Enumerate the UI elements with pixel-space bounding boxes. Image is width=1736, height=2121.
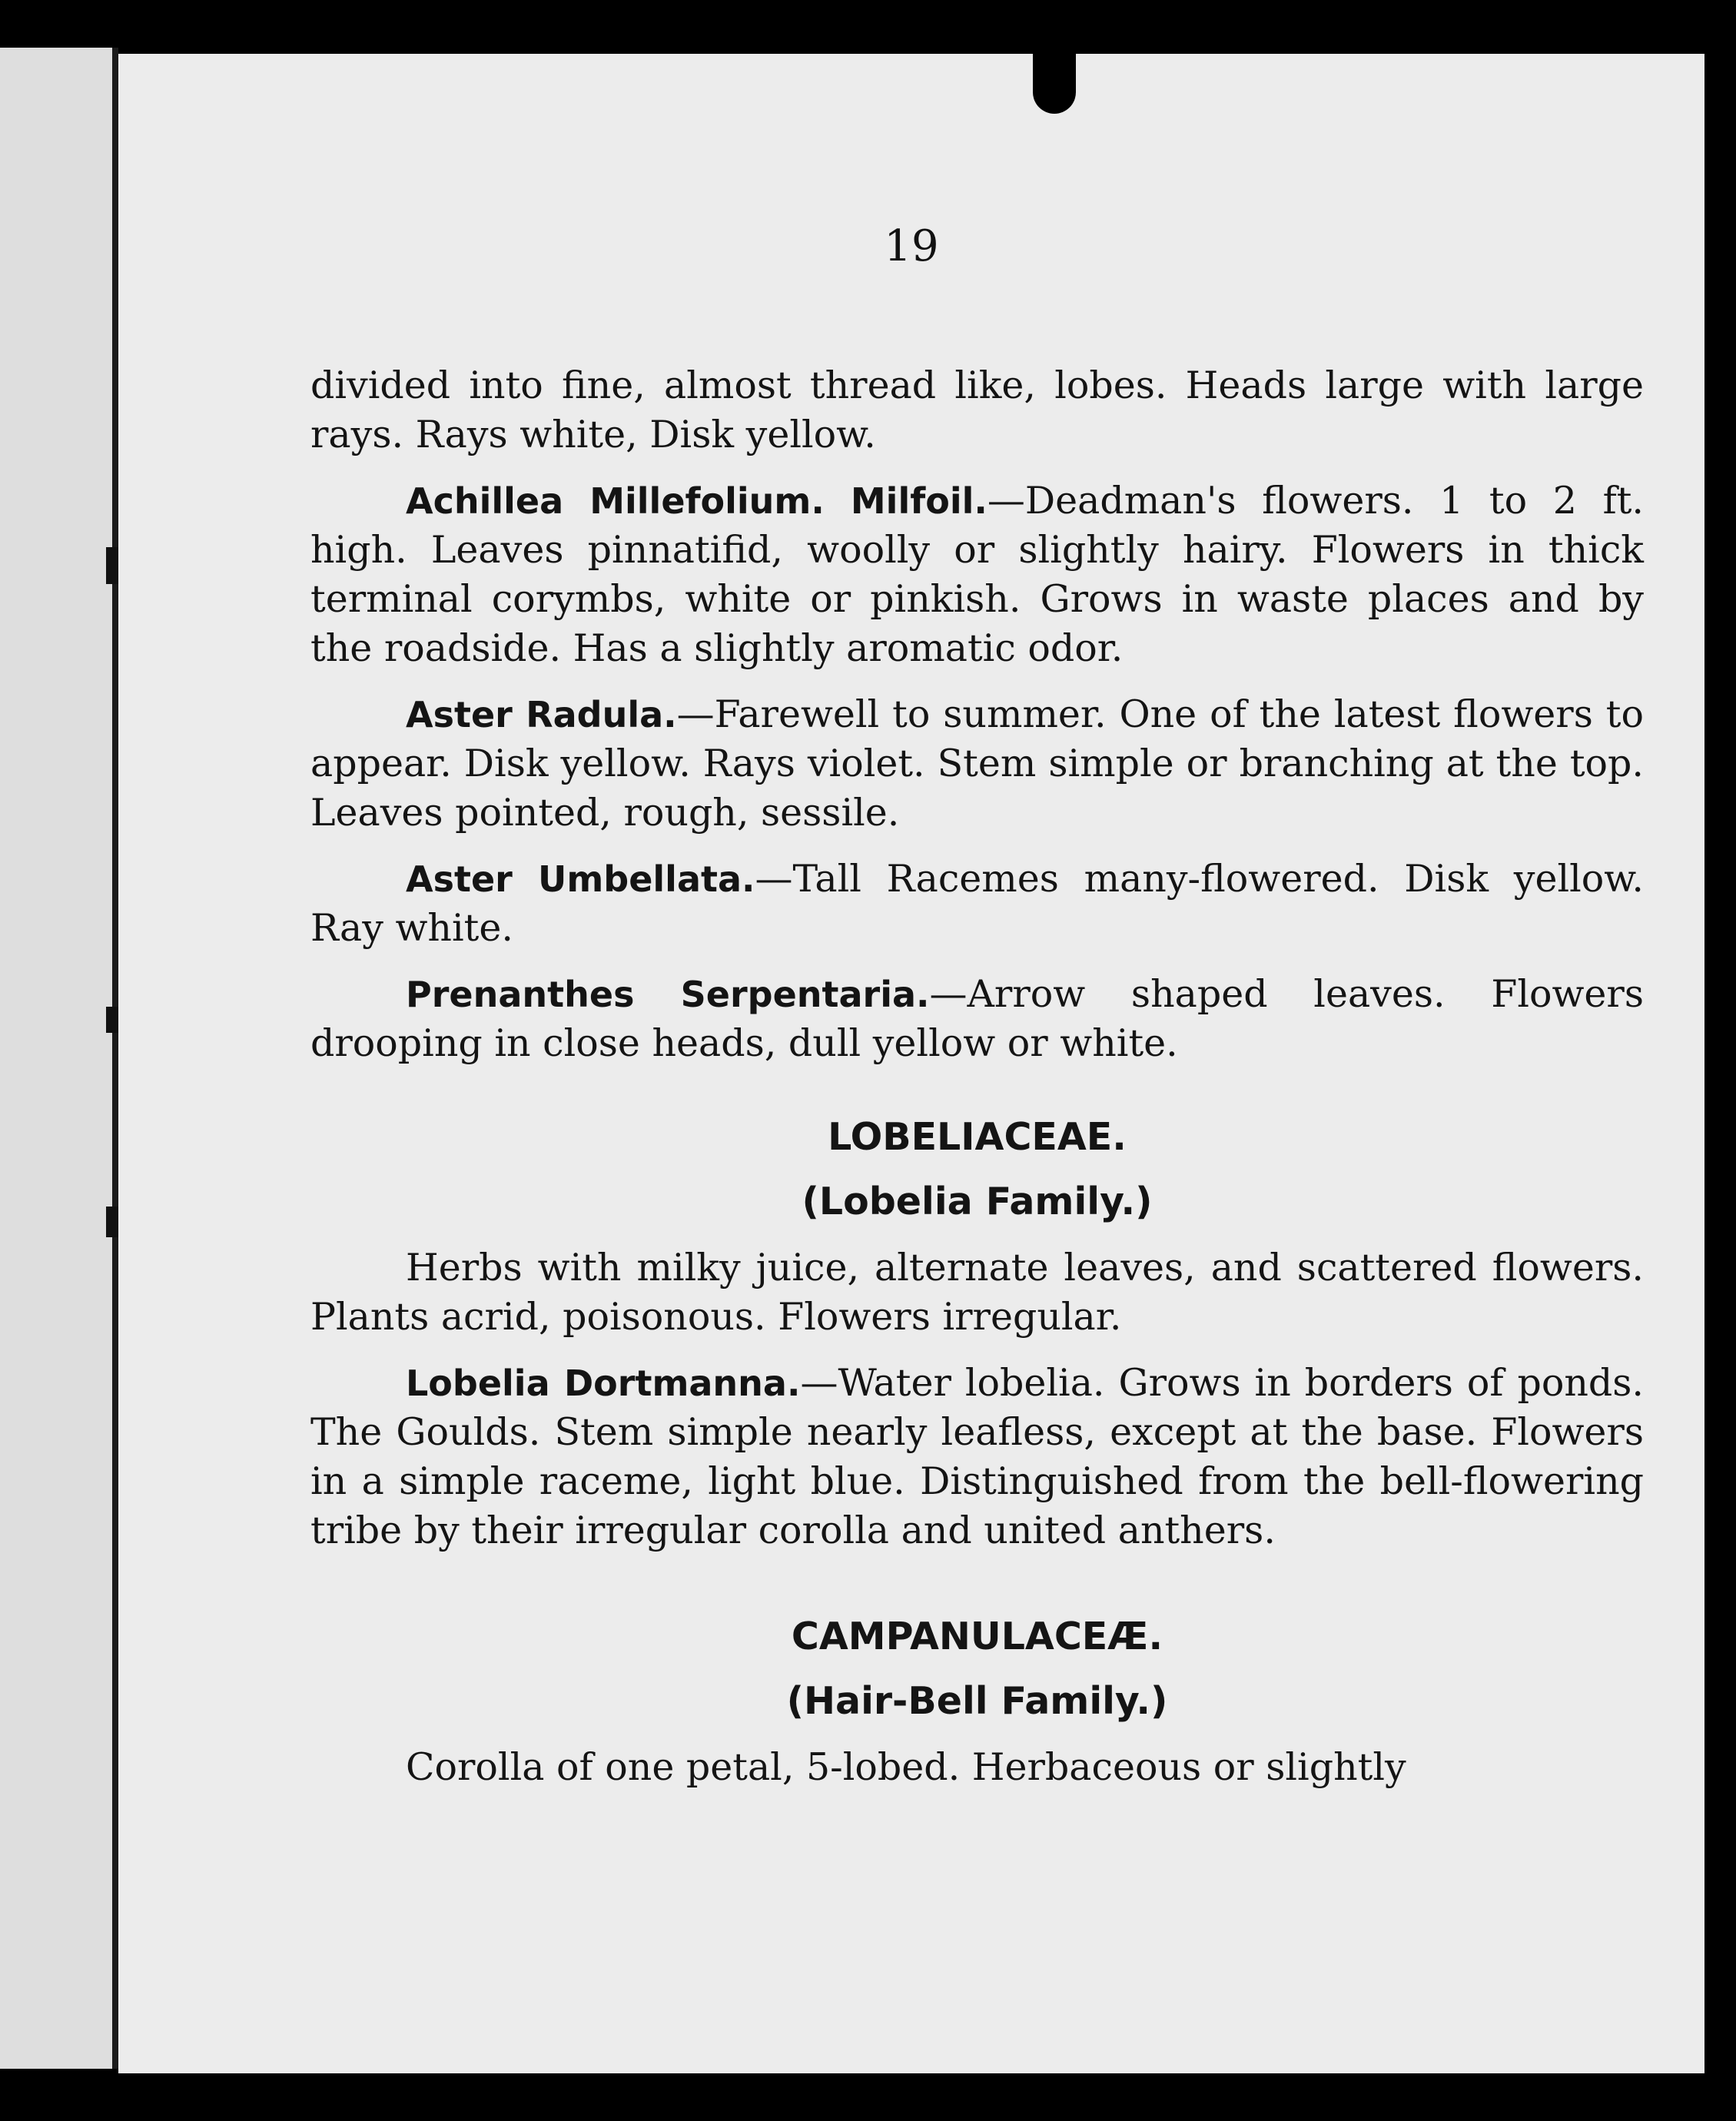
entry-title: Aster Radula. (406, 694, 677, 735)
entry-lobelia-dortmanna (310, 1359, 1644, 1555)
paragraph-continuation (310, 361, 1644, 460)
page-gutter (112, 48, 118, 2069)
family-common-name: (Lobelia Family.) (802, 1180, 1153, 1223)
entry-text: —Deadman's flowers. 1 to 2 ft. high. Leaves pinnatifid, woolly or slightly hairy. Flowers in thick terminal corymbs, white or pinkish. Grows in waste places and by the roadside. Has a slightly aromatic odor. (310, 479, 1644, 670)
family-heading-campanulaceae: CAMPANULACEÆ. (791, 1615, 1163, 1658)
text-column (310, 361, 1644, 1809)
family-heading-lobeliaceae: LOBELIACEAE. (828, 1115, 1127, 1159)
page-notch (1033, 54, 1076, 114)
entry-aster-umbellata (310, 855, 1644, 953)
page-number: 19 (884, 221, 939, 271)
entry-title: Lobelia Dortmanna. (406, 1363, 801, 1404)
entry-text: —Arrow shaped leaves. Flowers drooping in close heads, dull yellow or white. (310, 972, 1644, 1065)
entry-text: —Farewell to summer. One of the latest flowers to appear. Disk yellow. Rays violet. Stem simple or branching at the top. Leaves pointed, rough, sessile. (310, 692, 1644, 835)
facing-page-edge (0, 48, 112, 2069)
scan-border-top (0, 0, 1736, 54)
scan-border-right (1704, 0, 1736, 2121)
entry-title: Aster Umbellata. (406, 858, 755, 900)
entry-aster-radula (310, 690, 1644, 838)
paragraph-text: divided into fine, almost thread like, lobes. Heads large with large rays. Rays white, Disk yellow. (310, 363, 1644, 456)
entry-prenanthes (310, 970, 1644, 1068)
family-common-name: (Hair-Bell Family.) (786, 1679, 1168, 1723)
entry-title: Prenanthes Serpentaria. (406, 974, 930, 1015)
scan-border-bottom (0, 2073, 1736, 2121)
family-description (310, 1743, 1644, 1792)
entry-text: —Tall Racemes many-flowered. Disk yellow. Ray white. (310, 857, 1644, 950)
family-description (310, 1243, 1644, 1342)
entry-text: —Water lobelia. Grows in borders of ponds. The Goulds. Stem simple nearly leafless, except at the base. Flowers in a simple raceme, light blue. Distinguished from the bell-flowering tribe by their irregular corolla and united anthers. (310, 1361, 1645, 1552)
paragraph-text: Herbs with milky juice, alternate leaves, and scattered flowers. Plants acrid, poisonous. Flowers irregular. (310, 1246, 1644, 1339)
entry-title: Achillea Millefolium. Milfoil. (406, 480, 987, 522)
paragraph-text: Corolla of one petal, 5-lobed. Herbaceous or slightly (406, 1745, 1406, 1789)
book-page (118, 54, 1704, 2073)
entry-achillea (310, 476, 1644, 673)
